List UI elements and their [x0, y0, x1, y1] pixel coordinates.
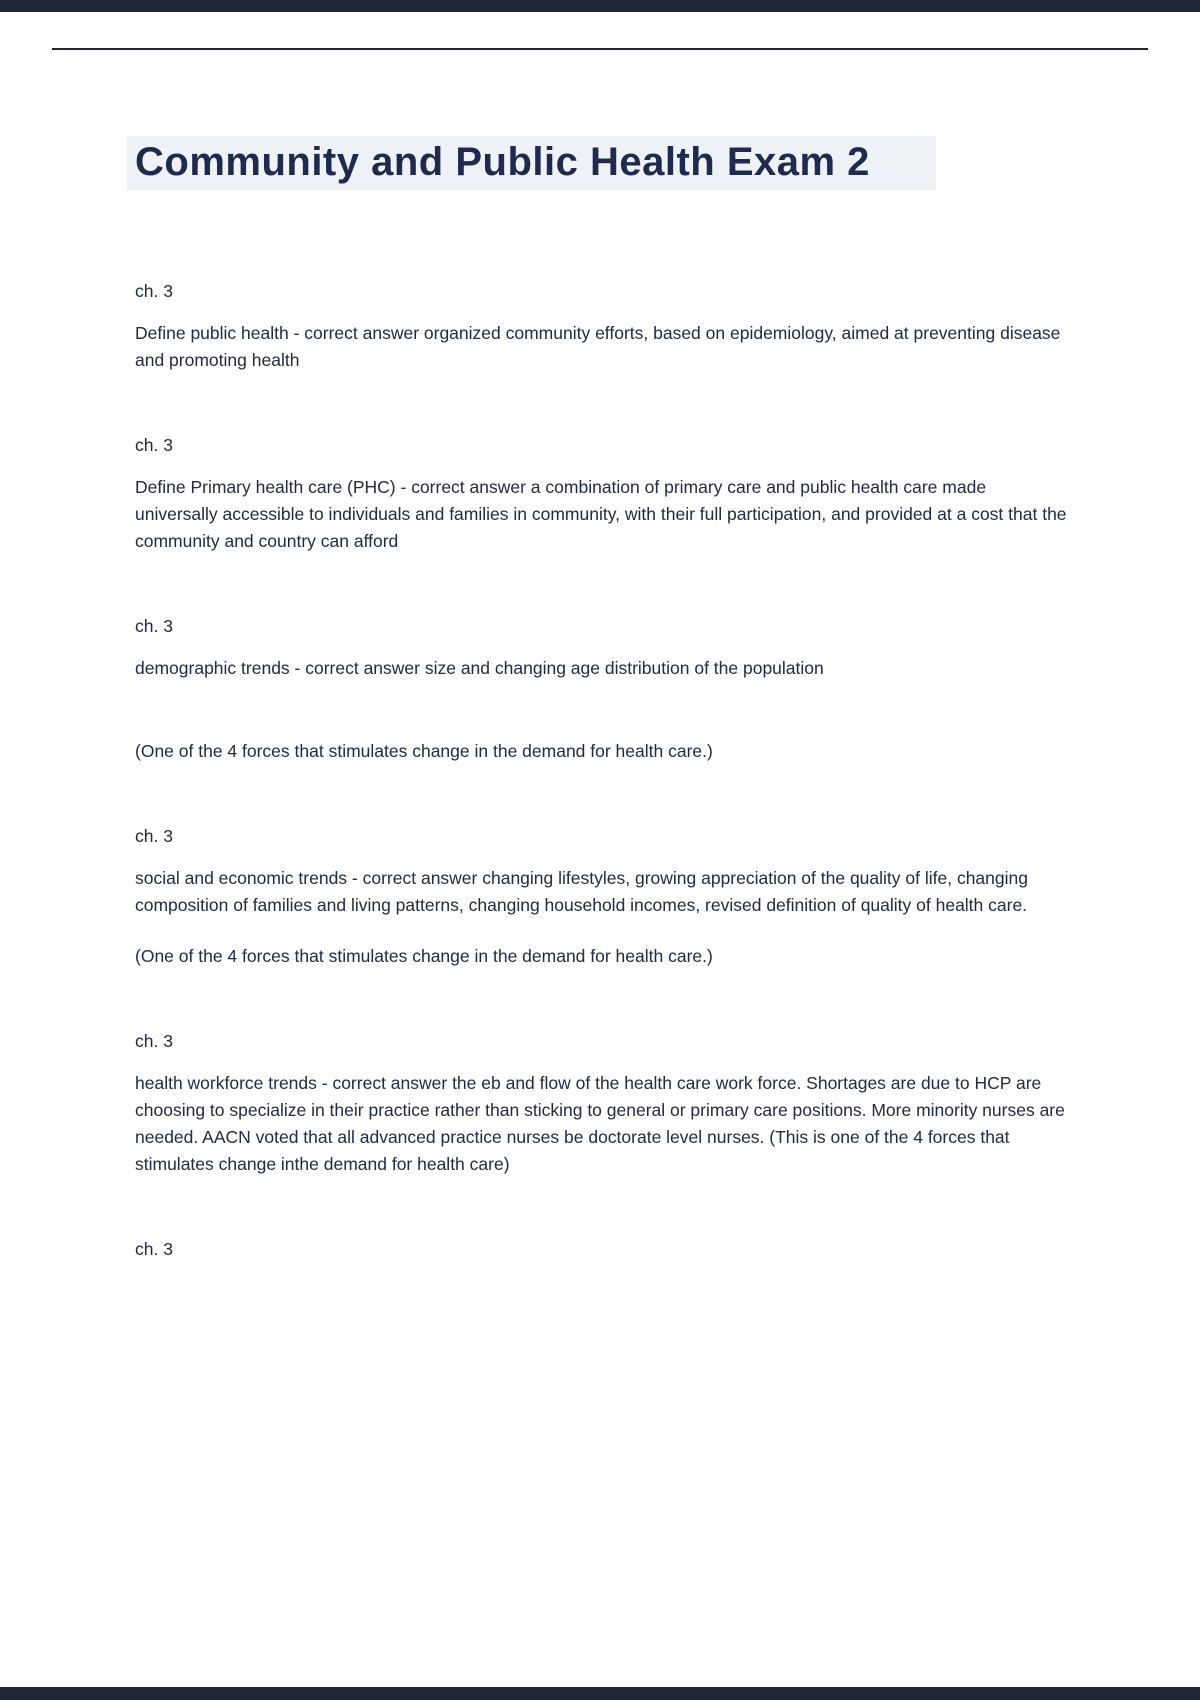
- page-top-border: [0, 0, 1200, 12]
- qa-block: [135, 1236, 1067, 1263]
- chapter-label: ch. 3: [135, 1031, 173, 1051]
- qa-block: [135, 278, 1067, 374]
- chapter-label: ch. 3: [135, 281, 173, 301]
- chapter-label: ch. 3: [135, 616, 173, 636]
- page-content: [135, 50, 1067, 1263]
- page-bottom-border: [0, 1687, 1200, 1700]
- qa-block: [135, 432, 1067, 555]
- forces-note: (One of the 4 forces that stimulates change in the demand for health care.): [135, 946, 713, 966]
- qa-block: [135, 1028, 1067, 1178]
- chapter-label: ch. 3: [135, 826, 173, 846]
- qa-paragraph: social and economic trends - correct answer changing lifestyles, growing appreciation of the quality of life, changing composition of families and living patterns, changing household incomes, revised definition of quality of health care.: [135, 868, 1028, 915]
- qa-block: [135, 613, 1067, 765]
- qa-paragraph: Define Primary health care (PHC) - correct answer a combination of primary care and public health care made universally accessible to individuals and families in community, with their full participation, and provided at a cost that the community and country can afford: [135, 477, 1067, 551]
- qa-block: [135, 823, 1067, 970]
- qa-paragraph: health workforce trends - correct answer the eb and flow of the health care work force. Shortages are due to HCP are choosing to specialize in their practice rather than sticking to general or primary care positions. More minority nurses are needed. AACN voted that all advanced practice nurses be doctorate level nurses. (This is one of the 4 forces that stimulates change inthe demand for health care): [135, 1073, 1065, 1174]
- page-title: Community and Public Health Exam 2: [127, 136, 936, 190]
- qa-paragraph: demographic trends - correct answer size and changing age distribution of the population: [135, 658, 824, 678]
- forces-note: (One of the 4 forces that stimulates change in the demand for health care.): [135, 741, 713, 761]
- qa-paragraph: Define public health - correct answer organized community efforts, based on epidemiology, aimed at preventing disease and promoting health: [135, 323, 1061, 370]
- chapter-label: ch. 3: [135, 1239, 173, 1259]
- chapter-label: ch. 3: [135, 435, 173, 455]
